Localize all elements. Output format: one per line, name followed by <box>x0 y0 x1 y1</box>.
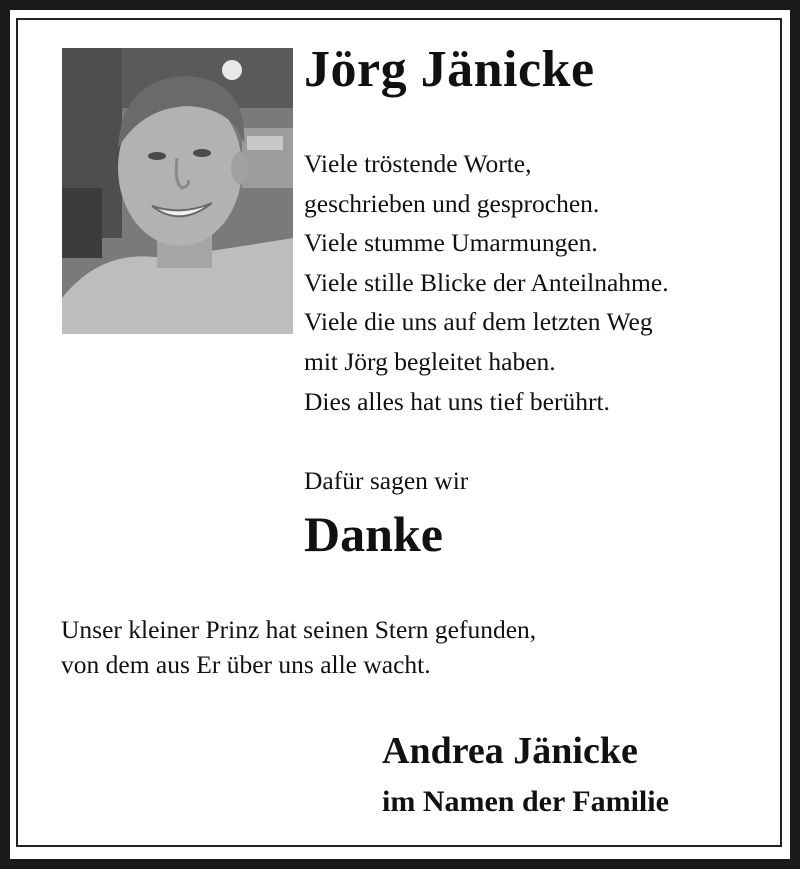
verse <box>61 612 536 682</box>
poem-line: Dies alles hat uns tief berührt. <box>304 386 610 416</box>
poem <box>304 144 669 421</box>
poem-line: geschrieben und gesprochen. <box>304 188 600 218</box>
poem-line: Viele die uns auf dem letzten Weg <box>304 307 653 337</box>
poem-line: mit Jörg begleitet haben. <box>304 346 556 376</box>
poem-line: Viele stille Blicke der Anteilnahme. <box>304 267 669 297</box>
signer-name: Andrea Jänicke <box>382 730 638 772</box>
deceased-name: Jörg Jänicke <box>304 41 595 98</box>
verse-line: Unser kleiner Prinz hat seinen Stern gefunden, <box>61 615 537 644</box>
poem-line: Viele tröstende Worte, <box>304 149 532 178</box>
obituary-card <box>10 10 790 859</box>
thanks-intro: Dafür sagen wir <box>304 466 469 495</box>
thanks-word: Danke <box>304 506 443 562</box>
portrait-photo <box>62 48 293 334</box>
signer-subtitle: im Namen der Familie <box>382 785 669 818</box>
verse-line: von dem aus Er über uns alle wacht. <box>61 650 431 679</box>
poem-line: Viele stumme Umarmungen. <box>304 228 598 258</box>
